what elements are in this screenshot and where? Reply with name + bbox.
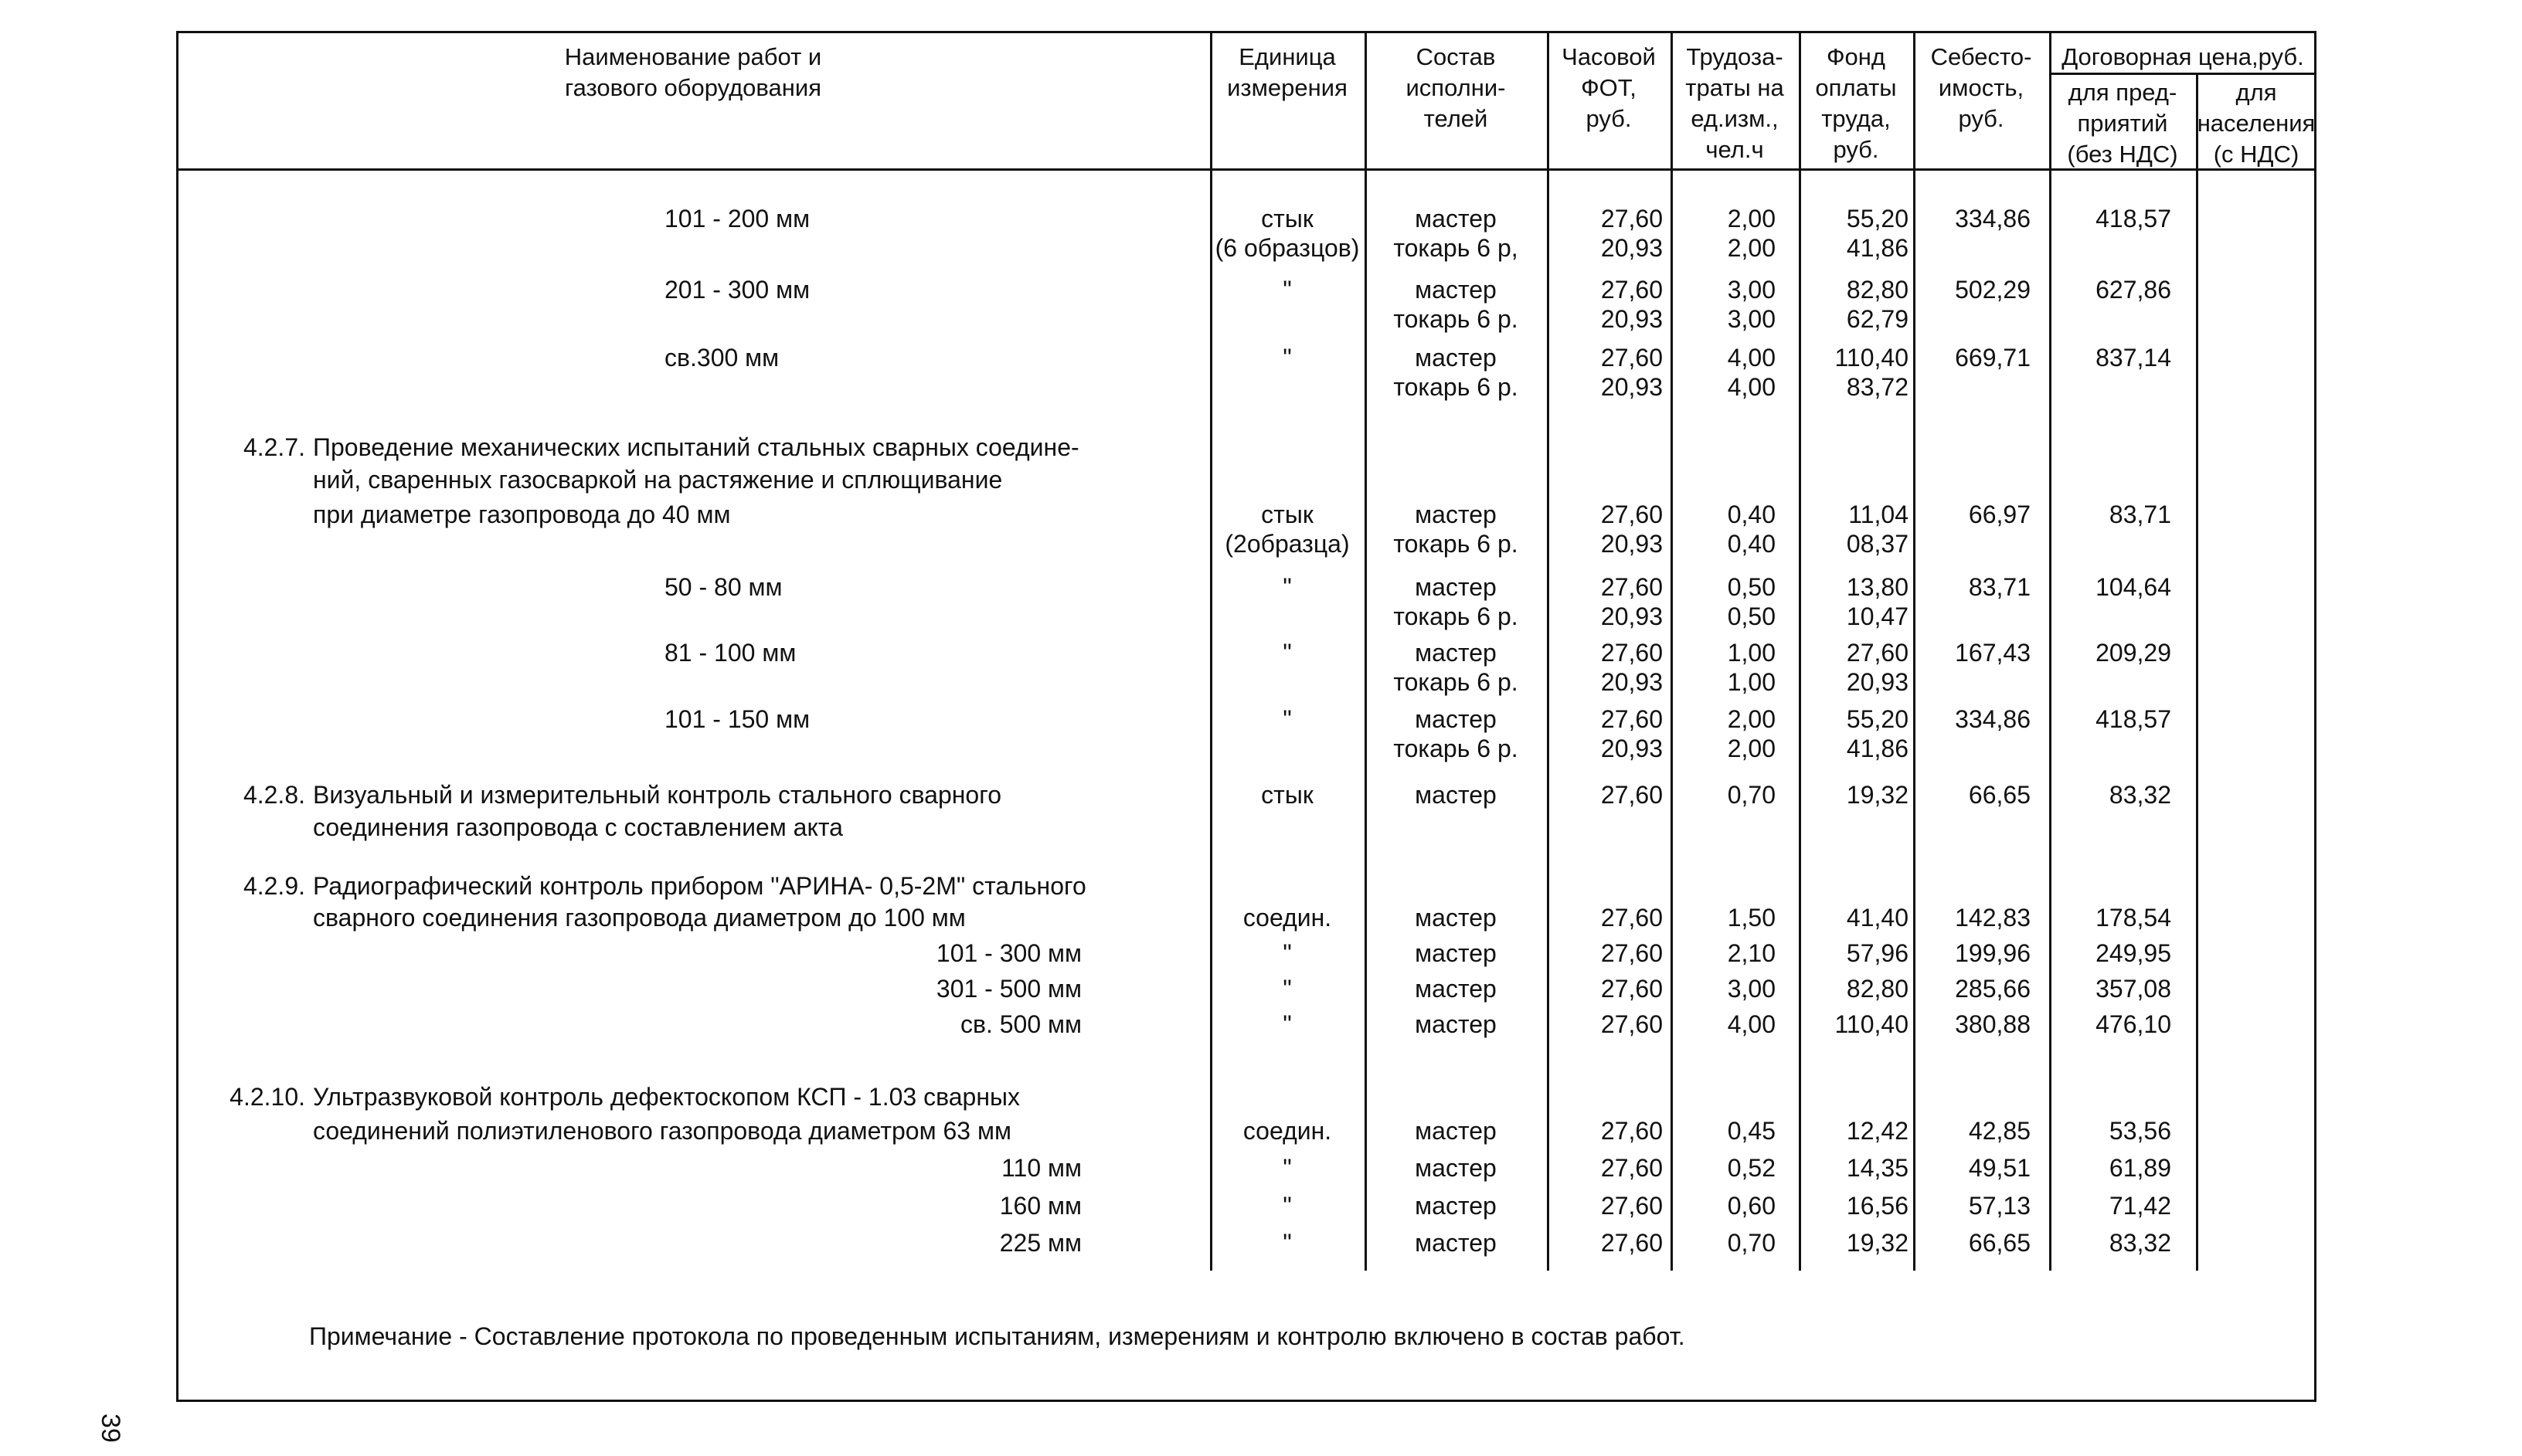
cost-cell: 66,97 bbox=[1968, 501, 2031, 528]
hourly-fot-cell: 27,60 bbox=[1600, 573, 1663, 601]
labor-cell: 1,00 bbox=[1727, 668, 1776, 696]
labor-cell: 2,10 bbox=[1727, 939, 1776, 967]
work-name: Проведение механических испытаний стальных сварных соедине- bbox=[313, 433, 1079, 461]
unit-cell: " bbox=[1283, 1010, 1292, 1038]
wage-fund-cell: 83,72 bbox=[1846, 373, 1908, 401]
wage-fund-cell: 19,32 bbox=[1846, 781, 1908, 809]
unit-cell: " bbox=[1283, 975, 1292, 1003]
staff-cell: мастер bbox=[1415, 939, 1497, 967]
hourly-fot-cell: 20,93 bbox=[1600, 305, 1663, 333]
price-enterprise-cell: 71,42 bbox=[2109, 1192, 2171, 1220]
cost-cell: 502,29 bbox=[1955, 276, 2031, 304]
work-name: 81 - 100 мм bbox=[664, 639, 797, 667]
staff-cell: мастер bbox=[1415, 573, 1497, 601]
hourly-fot-cell: 27,60 bbox=[1600, 1192, 1663, 1220]
header-hourly-fot-line: руб. bbox=[1586, 105, 1632, 132]
page-number: 39 bbox=[96, 1414, 125, 1443]
header-labor-line: Трудоза- bbox=[1686, 43, 1783, 70]
header-cost-line: имость, bbox=[1938, 74, 2024, 101]
labor-cell: 0,45 bbox=[1727, 1117, 1776, 1145]
price-enterprise-cell: 53,56 bbox=[2109, 1117, 2171, 1145]
hourly-fot-cell: 27,60 bbox=[1600, 344, 1663, 372]
header-hourly-fot-line: ФОТ, bbox=[1581, 74, 1637, 101]
cost-cell: 49,51 bbox=[1968, 1154, 2031, 1182]
table-row bbox=[0, 734, 2522, 765]
item-number: 4.2.7. bbox=[243, 433, 305, 461]
staff-cell: мастер bbox=[1415, 705, 1497, 733]
unit-cell: " bbox=[1283, 276, 1292, 304]
hourly-fot-cell: 20,93 bbox=[1600, 234, 1663, 262]
work-name: ний, сваренных газосваркой на растяжение и сплющивание bbox=[313, 466, 1003, 494]
wage-fund-cell: 41,86 bbox=[1846, 735, 1908, 762]
header-wage-fund-line: труда, bbox=[1821, 105, 1891, 132]
work-name: 101 - 150 мм bbox=[664, 705, 811, 733]
wage-fund-cell: 41,40 bbox=[1846, 904, 1908, 932]
unit-cell: " bbox=[1283, 705, 1292, 733]
wage-fund-cell: 110,40 bbox=[1834, 1010, 1908, 1038]
price-enterprise-cell: 83,32 bbox=[2109, 781, 2171, 809]
staff-cell: мастер bbox=[1415, 1117, 1497, 1145]
table-row bbox=[0, 638, 2522, 669]
hourly-fot-cell: 27,60 bbox=[1600, 1154, 1663, 1182]
unit-cell: стык bbox=[1261, 501, 1314, 528]
staff-cell: токарь 6 р. bbox=[1393, 735, 1518, 762]
header-population-line: для bbox=[2235, 79, 2277, 106]
header-staff-line: Состав bbox=[1416, 43, 1496, 70]
work-name: 101 - 300 мм bbox=[936, 939, 1082, 967]
table-row bbox=[0, 903, 2522, 934]
table-row bbox=[0, 233, 2522, 264]
table-row bbox=[0, 1228, 2522, 1259]
table-row bbox=[0, 1082, 2522, 1113]
cost-cell: 83,71 bbox=[1968, 573, 2031, 601]
cost-cell: 380,88 bbox=[1955, 1010, 2031, 1038]
wage-fund-cell: 10,47 bbox=[1846, 602, 1908, 630]
wage-fund-cell: 55,20 bbox=[1846, 205, 1908, 232]
hourly-fot-cell: 20,93 bbox=[1600, 602, 1663, 630]
labor-cell: 3,00 bbox=[1727, 975, 1776, 1003]
table-row bbox=[0, 1116, 2522, 1147]
work-name: 160 мм bbox=[999, 1192, 1082, 1220]
staff-cell: мастер bbox=[1415, 1229, 1497, 1257]
hourly-fot-cell: 27,60 bbox=[1600, 1229, 1663, 1257]
wage-fund-cell: 57,96 bbox=[1846, 939, 1908, 967]
unit-cell: " bbox=[1283, 1229, 1292, 1257]
wage-fund-cell: 62,79 bbox=[1846, 305, 1908, 333]
labor-cell: 3,00 bbox=[1727, 305, 1776, 333]
header-labor-line: ед.изм., bbox=[1691, 105, 1779, 132]
header-labor bbox=[1671, 42, 1799, 165]
price-enterprise-cell: 837,14 bbox=[2095, 344, 2171, 372]
staff-cell: мастер bbox=[1415, 276, 1497, 304]
wage-fund-cell: 20,93 bbox=[1846, 668, 1908, 696]
table-row bbox=[0, 938, 2522, 969]
table-row bbox=[0, 343, 2522, 374]
header-name-line: газового оборудования bbox=[565, 74, 821, 101]
table-row bbox=[0, 529, 2522, 560]
price-enterprise-cell: 83,71 bbox=[2109, 501, 2171, 528]
header-unit-line: измерения bbox=[1227, 74, 1348, 101]
cost-cell: 669,71 bbox=[1955, 344, 2031, 372]
header-cost bbox=[1913, 42, 2049, 134]
labor-cell: 0,40 bbox=[1727, 501, 1776, 528]
table-row bbox=[0, 974, 2522, 1005]
hourly-fot-cell: 20,93 bbox=[1600, 530, 1663, 558]
table-row bbox=[0, 1191, 2522, 1222]
table-row bbox=[0, 372, 2522, 403]
work-name: Визуальный и измерительный контроль стального сварного bbox=[313, 781, 1001, 809]
cost-cell: 285,66 bbox=[1955, 975, 2031, 1003]
wage-fund-cell: 27,60 bbox=[1846, 639, 1908, 667]
labor-cell: 0,70 bbox=[1727, 1229, 1776, 1257]
price-enterprise-cell: 61,89 bbox=[2109, 1154, 2171, 1182]
header-contract-price: Договорная цена,руб. bbox=[2061, 43, 2304, 70]
staff-cell: мастер bbox=[1415, 344, 1497, 372]
labor-cell: 0,50 bbox=[1727, 573, 1776, 601]
price-enterprise-cell: 357,08 bbox=[2095, 975, 2171, 1003]
staff-cell: мастер bbox=[1415, 501, 1497, 528]
unit-cell: " bbox=[1283, 344, 1292, 372]
price-enterprise-cell: 476,10 bbox=[2095, 1010, 2171, 1038]
unit-cell: " bbox=[1283, 939, 1292, 967]
hourly-fot-cell: 27,60 bbox=[1600, 939, 1663, 967]
cost-cell: 199,96 bbox=[1955, 939, 2031, 967]
price-enterprise-cell: 104,64 bbox=[2095, 573, 2171, 601]
table-row bbox=[0, 1010, 2522, 1040]
wage-fund-cell: 82,80 bbox=[1846, 276, 1908, 304]
table-row bbox=[0, 602, 2522, 633]
item-number: 4.2.9. bbox=[243, 872, 305, 900]
price-enterprise-cell: 418,57 bbox=[2095, 205, 2171, 232]
header-enterprises-line: для пред- bbox=[2068, 79, 2177, 106]
unit-cell: (6 образцов) bbox=[1215, 234, 1360, 262]
unit-cell: " bbox=[1283, 639, 1292, 667]
table-row bbox=[0, 204, 2522, 235]
hourly-fot-cell: 27,60 bbox=[1600, 205, 1663, 232]
wage-fund-cell: 16,56 bbox=[1846, 1192, 1908, 1220]
table-row bbox=[0, 304, 2522, 335]
staff-cell: мастер bbox=[1415, 975, 1497, 1003]
labor-cell: 1,00 bbox=[1727, 639, 1776, 667]
work-name: 101 - 200 мм bbox=[664, 205, 811, 232]
work-name: 225 мм bbox=[999, 1229, 1082, 1257]
unit-cell: " bbox=[1283, 573, 1292, 601]
header-name bbox=[176, 42, 1210, 104]
wage-fund-cell: 11,04 bbox=[1848, 501, 1908, 528]
cost-cell: 167,43 bbox=[1955, 639, 2031, 667]
labor-cell: 0,70 bbox=[1727, 781, 1776, 809]
price-enterprise-cell: 83,32 bbox=[2109, 1229, 2171, 1257]
work-name: при диаметре газопровода до 40 мм bbox=[313, 501, 731, 528]
header-population-line: населения bbox=[2197, 110, 2316, 137]
hourly-fot-cell: 27,60 bbox=[1600, 781, 1663, 809]
wage-fund-cell: 12,42 bbox=[1846, 1117, 1908, 1145]
cost-cell: 66,65 bbox=[1968, 781, 2031, 809]
hourly-fot-cell: 27,60 bbox=[1600, 1010, 1663, 1038]
table-row bbox=[0, 465, 2522, 496]
wage-fund-cell: 13,80 bbox=[1846, 573, 1908, 601]
cost-cell: 334,86 bbox=[1955, 205, 2031, 232]
hourly-fot-cell: 27,60 bbox=[1600, 705, 1663, 733]
table-row bbox=[0, 704, 2522, 735]
header-divider bbox=[176, 168, 2316, 171]
header-wage-fund bbox=[1799, 42, 1913, 165]
price-enterprise-cell: 418,57 bbox=[2095, 705, 2171, 733]
staff-cell: мастер bbox=[1415, 639, 1497, 667]
work-name: 301 - 500 мм bbox=[936, 975, 1082, 1003]
work-name: св. 500 мм bbox=[960, 1010, 1082, 1038]
header-labor-line: чел.ч bbox=[1705, 136, 1764, 163]
table-row bbox=[0, 433, 2522, 463]
header-cost-line: руб. bbox=[1958, 105, 2004, 132]
wage-fund-cell: 110,40 bbox=[1834, 344, 1908, 372]
wage-fund-cell: 14,35 bbox=[1846, 1154, 1908, 1182]
item-number: 4.2.10. bbox=[229, 1083, 305, 1111]
header-enterprises bbox=[2049, 77, 2196, 170]
cost-cell: 57,13 bbox=[1968, 1192, 2031, 1220]
labor-cell: 2,00 bbox=[1727, 234, 1776, 262]
labor-cell: 0,50 bbox=[1727, 602, 1776, 630]
labor-cell: 0,60 bbox=[1727, 1192, 1776, 1220]
header-staff-line: телей bbox=[1423, 105, 1488, 132]
table-row bbox=[0, 780, 2522, 811]
header-enterprises-line: (без НДС) bbox=[2067, 141, 2178, 168]
header-wage-fund-line: Фонд bbox=[1826, 43, 1886, 70]
staff-cell: токарь 6 р. bbox=[1393, 373, 1518, 401]
price-enterprise-cell: 209,29 bbox=[2095, 639, 2171, 667]
table-row bbox=[0, 667, 2522, 698]
header-unit bbox=[1210, 42, 1365, 104]
staff-cell: мастер bbox=[1415, 1154, 1497, 1182]
hourly-fot-cell: 27,60 bbox=[1600, 501, 1663, 528]
cost-cell: 142,83 bbox=[1955, 904, 2031, 932]
hourly-fot-cell: 27,60 bbox=[1600, 975, 1663, 1003]
work-name: 110 мм bbox=[1001, 1154, 1082, 1182]
price-enterprise-cell: 627,86 bbox=[2095, 276, 2171, 304]
hourly-fot-cell: 20,93 bbox=[1600, 668, 1663, 696]
wage-fund-cell: 82,80 bbox=[1846, 975, 1908, 1003]
work-name: св.300 мм bbox=[664, 344, 780, 372]
table-row bbox=[0, 275, 2522, 306]
unit-cell: " bbox=[1283, 1154, 1292, 1182]
table-row bbox=[0, 572, 2522, 603]
work-name: сварного соединения газопровода диаметром до 100 мм bbox=[313, 904, 966, 932]
cost-cell: 42,85 bbox=[1968, 1117, 2031, 1145]
unit-cell: (2образца) bbox=[1225, 530, 1350, 558]
hourly-fot-cell: 27,60 bbox=[1600, 639, 1663, 667]
cost-cell: 66,65 bbox=[1968, 1229, 2031, 1257]
labor-cell: 0,40 bbox=[1727, 530, 1776, 558]
header-population bbox=[2196, 77, 2316, 170]
header-wage-fund-line: оплаты bbox=[1815, 74, 1897, 101]
unit-cell: стык bbox=[1261, 781, 1314, 809]
labor-cell: 2,00 bbox=[1727, 705, 1776, 733]
staff-cell: токарь 6 р. bbox=[1393, 530, 1518, 558]
labor-cell: 3,00 bbox=[1727, 276, 1776, 304]
staff-cell: токарь 6 р. bbox=[1393, 305, 1518, 333]
staff-cell: токарь 6 р, bbox=[1393, 234, 1518, 262]
header-wage-fund-line: руб. bbox=[1833, 136, 1879, 163]
header-cost-line: Себесто- bbox=[1930, 43, 2032, 70]
table-row bbox=[0, 500, 2522, 531]
hourly-fot-cell: 27,60 bbox=[1600, 1117, 1663, 1145]
unit-cell: соедин. bbox=[1242, 904, 1332, 932]
header-labor-line: траты на bbox=[1685, 74, 1784, 101]
header-enterprises-line: приятий bbox=[2077, 110, 2168, 137]
staff-cell: токарь 6 р. bbox=[1393, 602, 1518, 630]
staff-cell: мастер bbox=[1415, 1010, 1497, 1038]
work-name: Радиографический контроль прибором "АРИНА- 0,5-2М" стального bbox=[313, 872, 1086, 900]
work-name: 201 - 300 мм bbox=[664, 276, 811, 304]
wage-fund-cell: 41,86 bbox=[1846, 234, 1908, 262]
staff-cell: мастер bbox=[1415, 781, 1497, 809]
header-name-line: Наименование работ и bbox=[564, 43, 822, 70]
work-name: соединения газопровода с составлением акта bbox=[313, 813, 843, 841]
staff-cell: мастер bbox=[1415, 904, 1497, 932]
work-name: Ультразвуковой контроль дефектоскопом КСП - 1.03 сварных bbox=[313, 1083, 1020, 1111]
table-row bbox=[0, 1153, 2522, 1184]
price-enterprise-cell: 249,95 bbox=[2095, 939, 2171, 967]
labor-cell: 4,00 bbox=[1727, 373, 1776, 401]
unit-cell: стык bbox=[1261, 205, 1314, 232]
header-staff-line: исполни- bbox=[1405, 74, 1506, 101]
labor-cell: 2,00 bbox=[1727, 205, 1776, 232]
labor-cell: 4,00 bbox=[1727, 344, 1776, 372]
staff-cell: токарь 6 р. bbox=[1393, 668, 1518, 696]
unit-cell: соедин. bbox=[1242, 1117, 1332, 1145]
header-hourly-fot-line: Часовой bbox=[1562, 43, 1656, 70]
cost-cell: 334,86 bbox=[1955, 705, 2031, 733]
header-unit-line: Единица bbox=[1239, 43, 1336, 70]
work-name: 50 - 80 мм bbox=[664, 573, 783, 601]
price-enterprise-cell: 178,54 bbox=[2095, 904, 2171, 932]
unit-cell: " bbox=[1283, 1192, 1292, 1220]
hourly-fot-cell: 27,60 bbox=[1600, 276, 1663, 304]
table-row bbox=[0, 813, 2522, 843]
labor-cell: 1,50 bbox=[1727, 904, 1776, 932]
header-staff bbox=[1365, 42, 1547, 134]
header-hourly-fot bbox=[1547, 42, 1671, 134]
labor-cell: 0,52 bbox=[1727, 1154, 1776, 1182]
hourly-fot-cell: 27,60 bbox=[1600, 904, 1663, 932]
table-row bbox=[0, 871, 2522, 902]
wage-fund-cell: 55,20 bbox=[1846, 705, 1908, 733]
labor-cell: 4,00 bbox=[1727, 1010, 1776, 1038]
footnote: Примечание - Составление протокола по проведенным испытаниям, измерениям и контролю включено в состав работ. bbox=[309, 1322, 1685, 1350]
hourly-fot-cell: 20,93 bbox=[1600, 735, 1663, 762]
header-population-line: (с НДС) bbox=[2213, 141, 2299, 168]
work-name: соединений полиэтиленового газопровода диаметром 63 мм bbox=[313, 1117, 1011, 1145]
price-group-divider bbox=[2049, 73, 2316, 75]
staff-cell: мастер bbox=[1415, 1192, 1497, 1220]
wage-fund-cell: 19,32 bbox=[1846, 1229, 1908, 1257]
wage-fund-cell: 08,37 bbox=[1846, 530, 1908, 558]
item-number: 4.2.8. bbox=[243, 781, 305, 809]
labor-cell: 2,00 bbox=[1727, 735, 1776, 762]
hourly-fot-cell: 20,93 bbox=[1600, 373, 1663, 401]
staff-cell: мастер bbox=[1415, 205, 1497, 232]
